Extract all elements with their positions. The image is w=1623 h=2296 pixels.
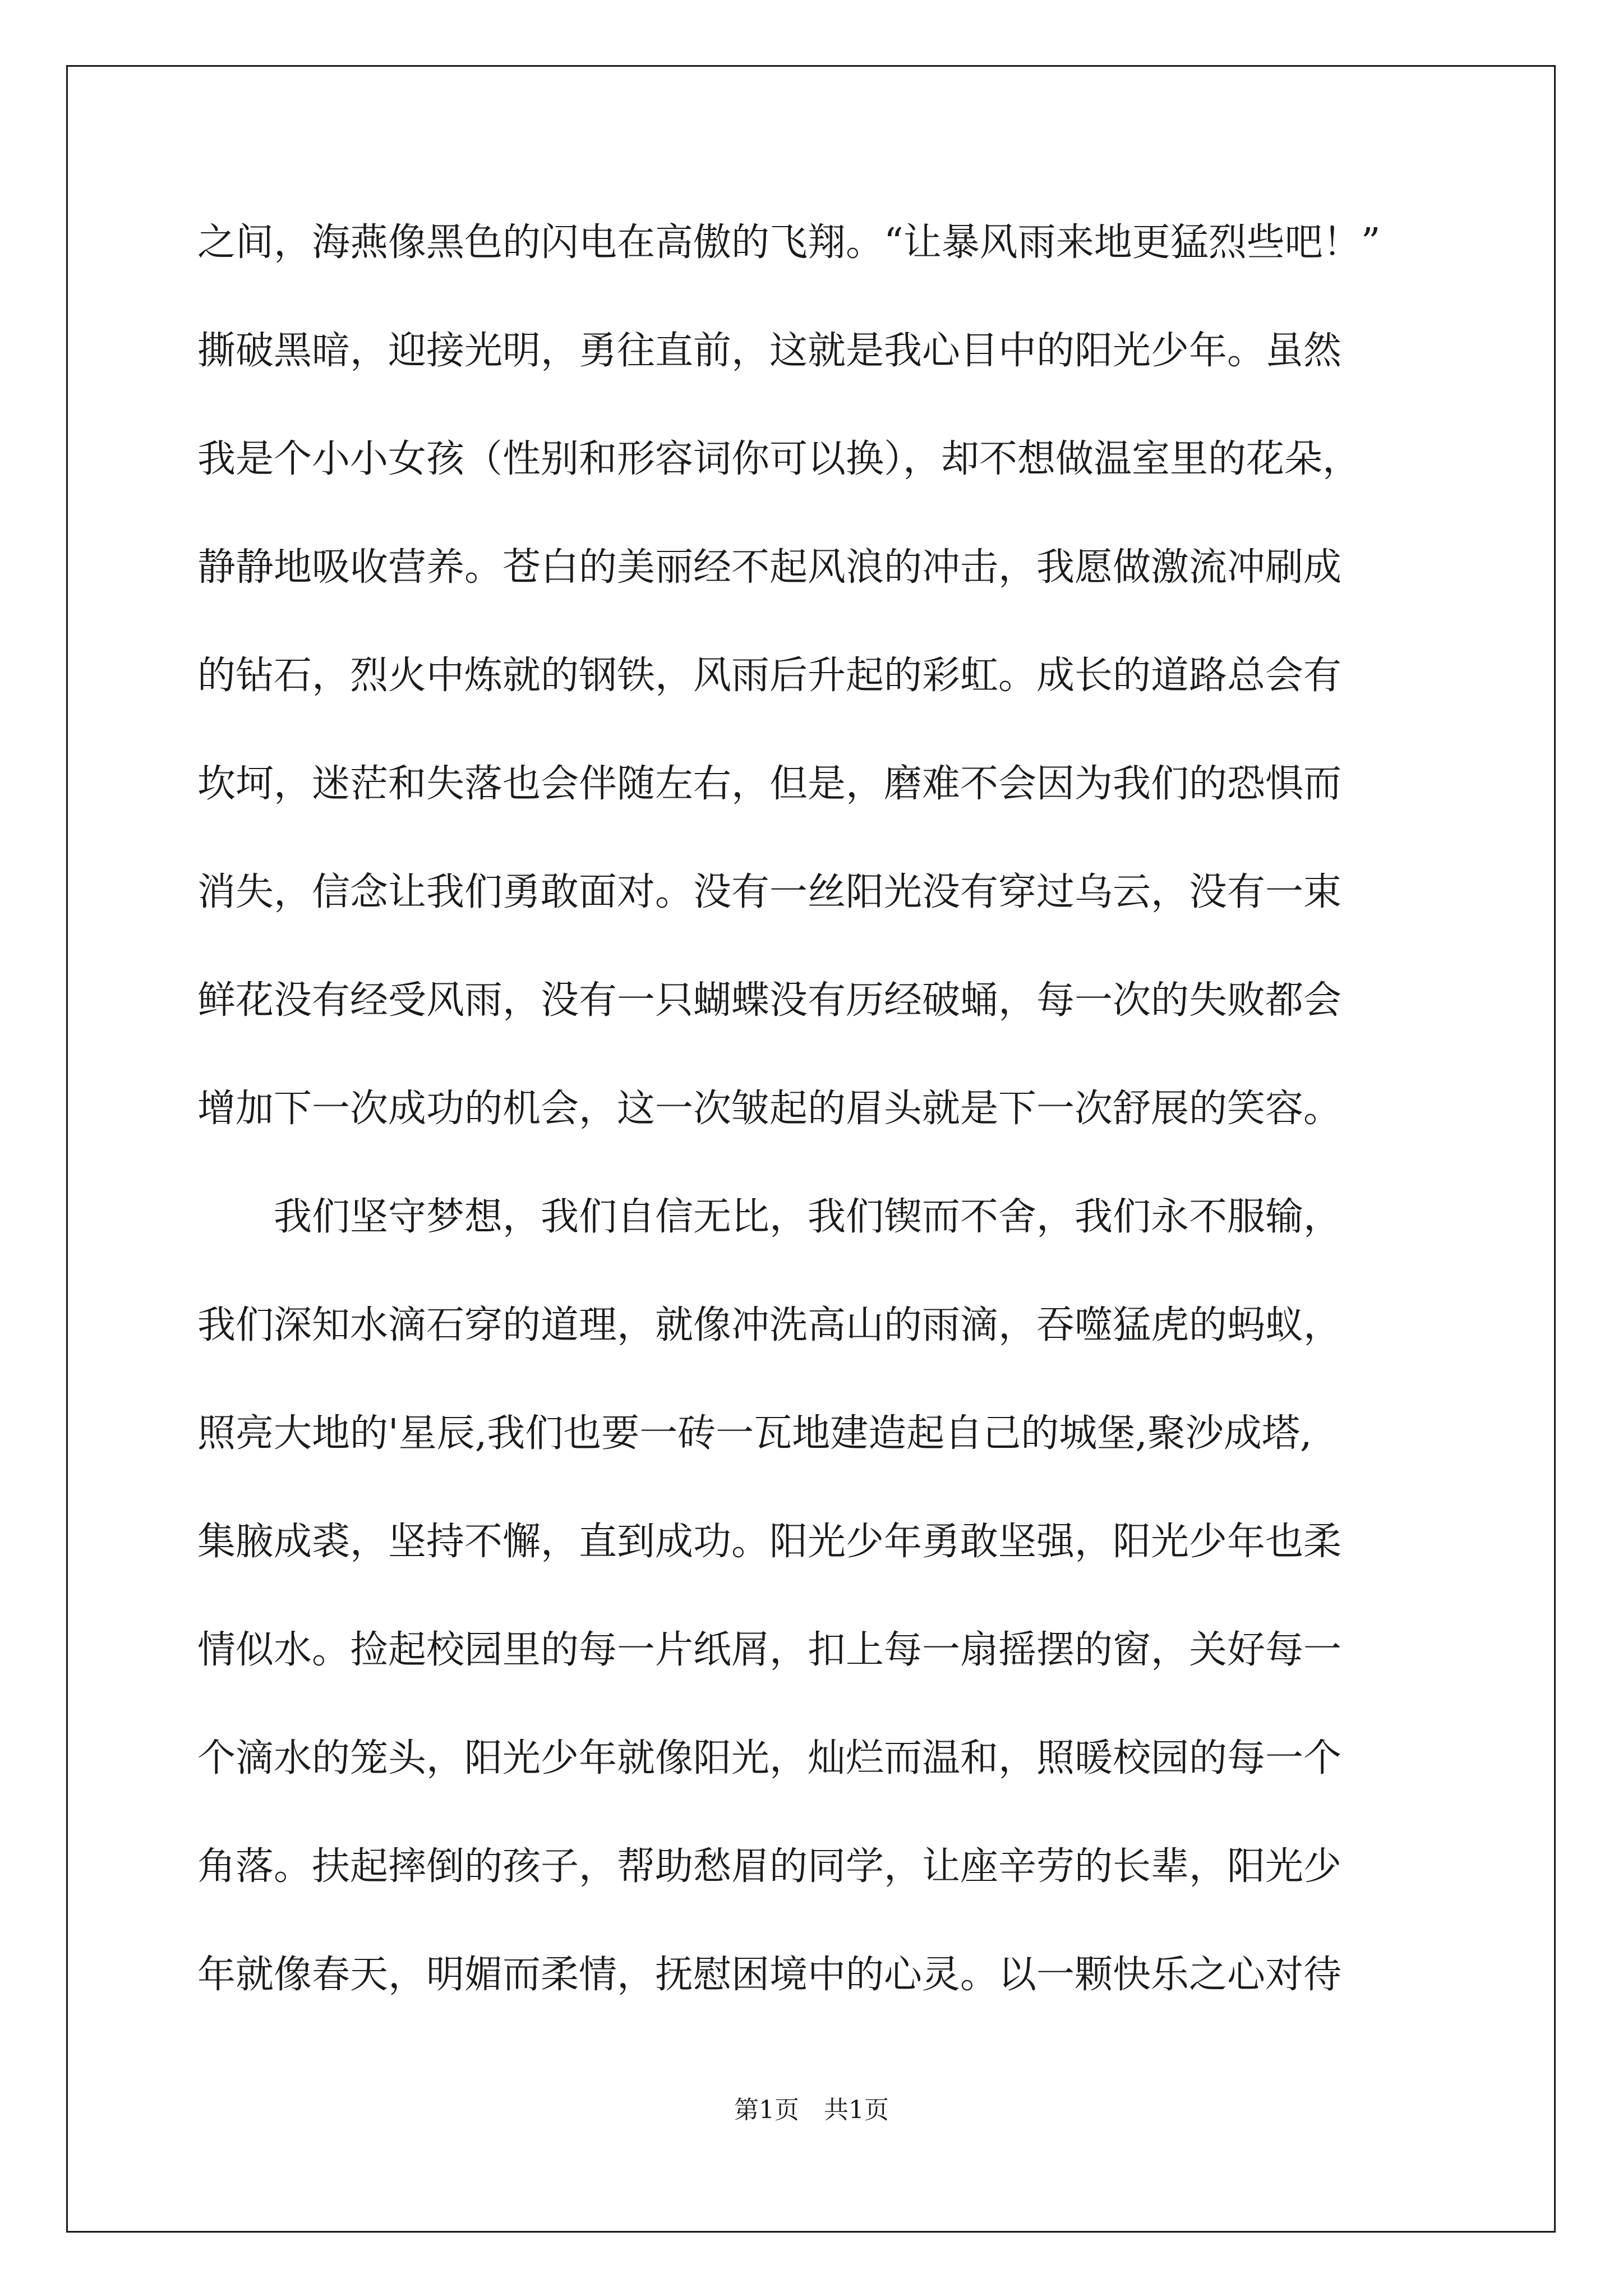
text-line-2: 撕破黑暗，迎接光明，勇往直前，这就是我心目中的阳光少年。虽然 xyxy=(197,329,1342,373)
text-line-12: 照亮大地的'星辰,我们也要一砖一瓦地建造起自己的城堡,聚沙成塔, xyxy=(197,1411,1312,1456)
text-line-8: 鲜花没有经受风雨，没有一只蝴蝶没有历经破蛹，每一次的失败都会 xyxy=(197,978,1342,1023)
text-line-16: 角落。扶起摔倒的孩子，帮助愁眉的同学，让座辛劳的长辈，阳光少 xyxy=(197,1844,1342,1889)
text-line-4: 静静地吸收营养。苍白的美丽经不起风浪的冲击，我愿做激流冲刷成 xyxy=(197,545,1342,590)
paragraph-start-line: 我们坚守梦想，我们自信无比，我们锲而不舍，我们永不服输， xyxy=(274,1195,1342,1239)
text-line-5: 的钻石，烈火中炼就的钢铁，风雨后升起的彩虹。成长的道路总会有 xyxy=(197,654,1342,698)
text-line-15: 个滴水的笼头，阳光少年就像阳光，灿烂而温和，照暖校园的每一个 xyxy=(197,1736,1342,1780)
text-line-7: 消失，信念让我们勇敢面对。没有一丝阳光没有穿过乌云，没有一束 xyxy=(197,870,1342,914)
text-line-11: 我们深知水滴石穿的道理，就像冲洗高山的雨滴，吞噬猛虎的蚂蚁， xyxy=(197,1303,1342,1347)
text-line-3: 我是个小小女孩（性别和形容词你可以换），却不想做温室里的花朵， xyxy=(197,437,1361,481)
page-number-footer: 第1页 共1页 xyxy=(734,2096,889,2124)
text-line-6: 坎坷，迷茫和失落也会伴随左右，但是，磨难不会因为我们的恐惧而 xyxy=(197,762,1342,806)
text-line-17: 年就像春天，明媚而柔情，抚慰困境中的心灵。以一颗快乐之心对待 xyxy=(197,1953,1342,1997)
document-body xyxy=(197,188,1442,2029)
text-line-1: 之间，海燕像黑色的闪电在高傲的飞翔。“让暴风雨来地更猛烈些吧！” xyxy=(197,220,1381,265)
text-line-13: 集腋成裘，坚持不懈，直到成功。阳光少年勇敢坚强，阳光少年也柔 xyxy=(197,1520,1342,1564)
text-line-14: 情似水。捡起校园里的每一片纸屑，扣上每一扇摇摆的窗，关好每一 xyxy=(197,1628,1342,1672)
text-line-9: 增加下一次成功的机会，这一次皱起的眉头就是下一次舒展的笑容。 xyxy=(197,1087,1342,1131)
